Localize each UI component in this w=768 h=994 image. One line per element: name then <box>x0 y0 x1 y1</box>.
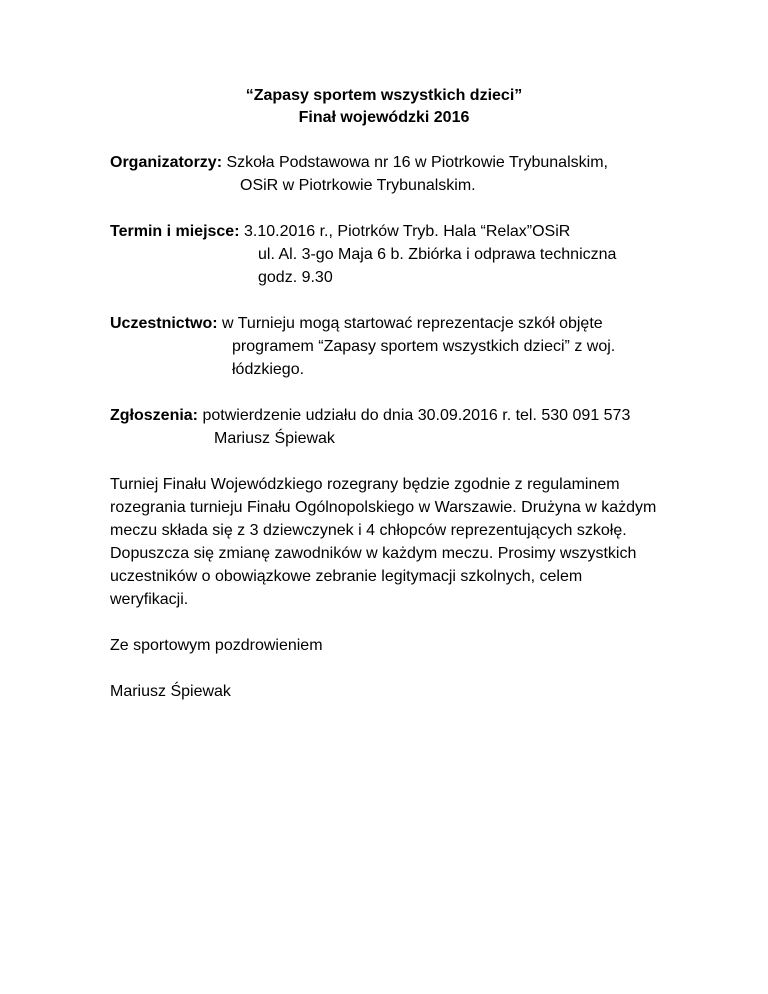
organizers-label: Organizatorzy: <box>110 154 223 171</box>
body-text-line-5: uczestników o obowiązkowe zebranie legitymacji szkolnych, celem <box>110 568 583 585</box>
closing-text: Ze sportowym pozdrowieniem <box>110 637 323 654</box>
body-text-line-6: weryfikacji. <box>110 591 189 608</box>
term-label: Termin i miejsce: <box>110 223 240 240</box>
body-text-line-3: meczu składa się z 3 dziewczynek i 4 chłopców reprezentujących szkołę. <box>110 522 627 539</box>
term-row <box>110 221 570 243</box>
signature-text: Mariusz Śpiewak <box>110 683 231 700</box>
registration-line-1: potwierdzenie udziału do dnia 30.09.2016 r. tel. 530 091 573 <box>202 407 631 424</box>
registration-row <box>110 405 630 427</box>
participation-line-2: programem “Zapasy sportem wszystkich dzieci” z woj. <box>232 338 616 355</box>
body-text-line-4: Dopuszcza się zmianę zawodników w każdym meczu. Prosimy wszystkich <box>110 545 637 562</box>
body-text-line-2: rozegrania turnieju Finału Ogólnopolskiego w Warszawie. Drużyna w każdym <box>110 499 657 516</box>
participation-label: Uczestnictwo: <box>110 315 218 332</box>
term-line-1: 3.10.2016 r., Piotrków Tryb. Hala “Relax”OSiR <box>243 223 571 240</box>
organizers-row <box>110 152 608 174</box>
registration-line-2: Mariusz Śpiewak <box>214 430 335 447</box>
term-line-3: godz. 9.30 <box>258 269 333 286</box>
participation-row <box>110 313 603 335</box>
participation-line-1: w Turnieju mogą startować reprezentacje szkół objęte <box>222 315 603 332</box>
participation-line-3: łódzkiego. <box>232 361 305 378</box>
document-title-line-1: “Zapasy sportem wszystkich dzieci” <box>245 87 523 104</box>
registration-label: Zgłoszenia: <box>110 407 199 424</box>
organizers-line-1: Szkoła Podstawowa nr 16 w Piotrkowie Trybunalskim, <box>226 154 608 171</box>
organizers-line-2: OSiR w Piotrkowie Trybunalskim. <box>240 177 476 194</box>
term-line-2: ul. Al. 3-go Maja 6 b. Zbiórka i odprawa techniczna <box>258 246 617 263</box>
body-text-line-1: Turniej Finału Wojewódzkiego rozegrany będzie zgodnie z regulaminem <box>110 476 620 493</box>
document-title-line-2: Finał wojewódzki 2016 <box>298 109 470 126</box>
